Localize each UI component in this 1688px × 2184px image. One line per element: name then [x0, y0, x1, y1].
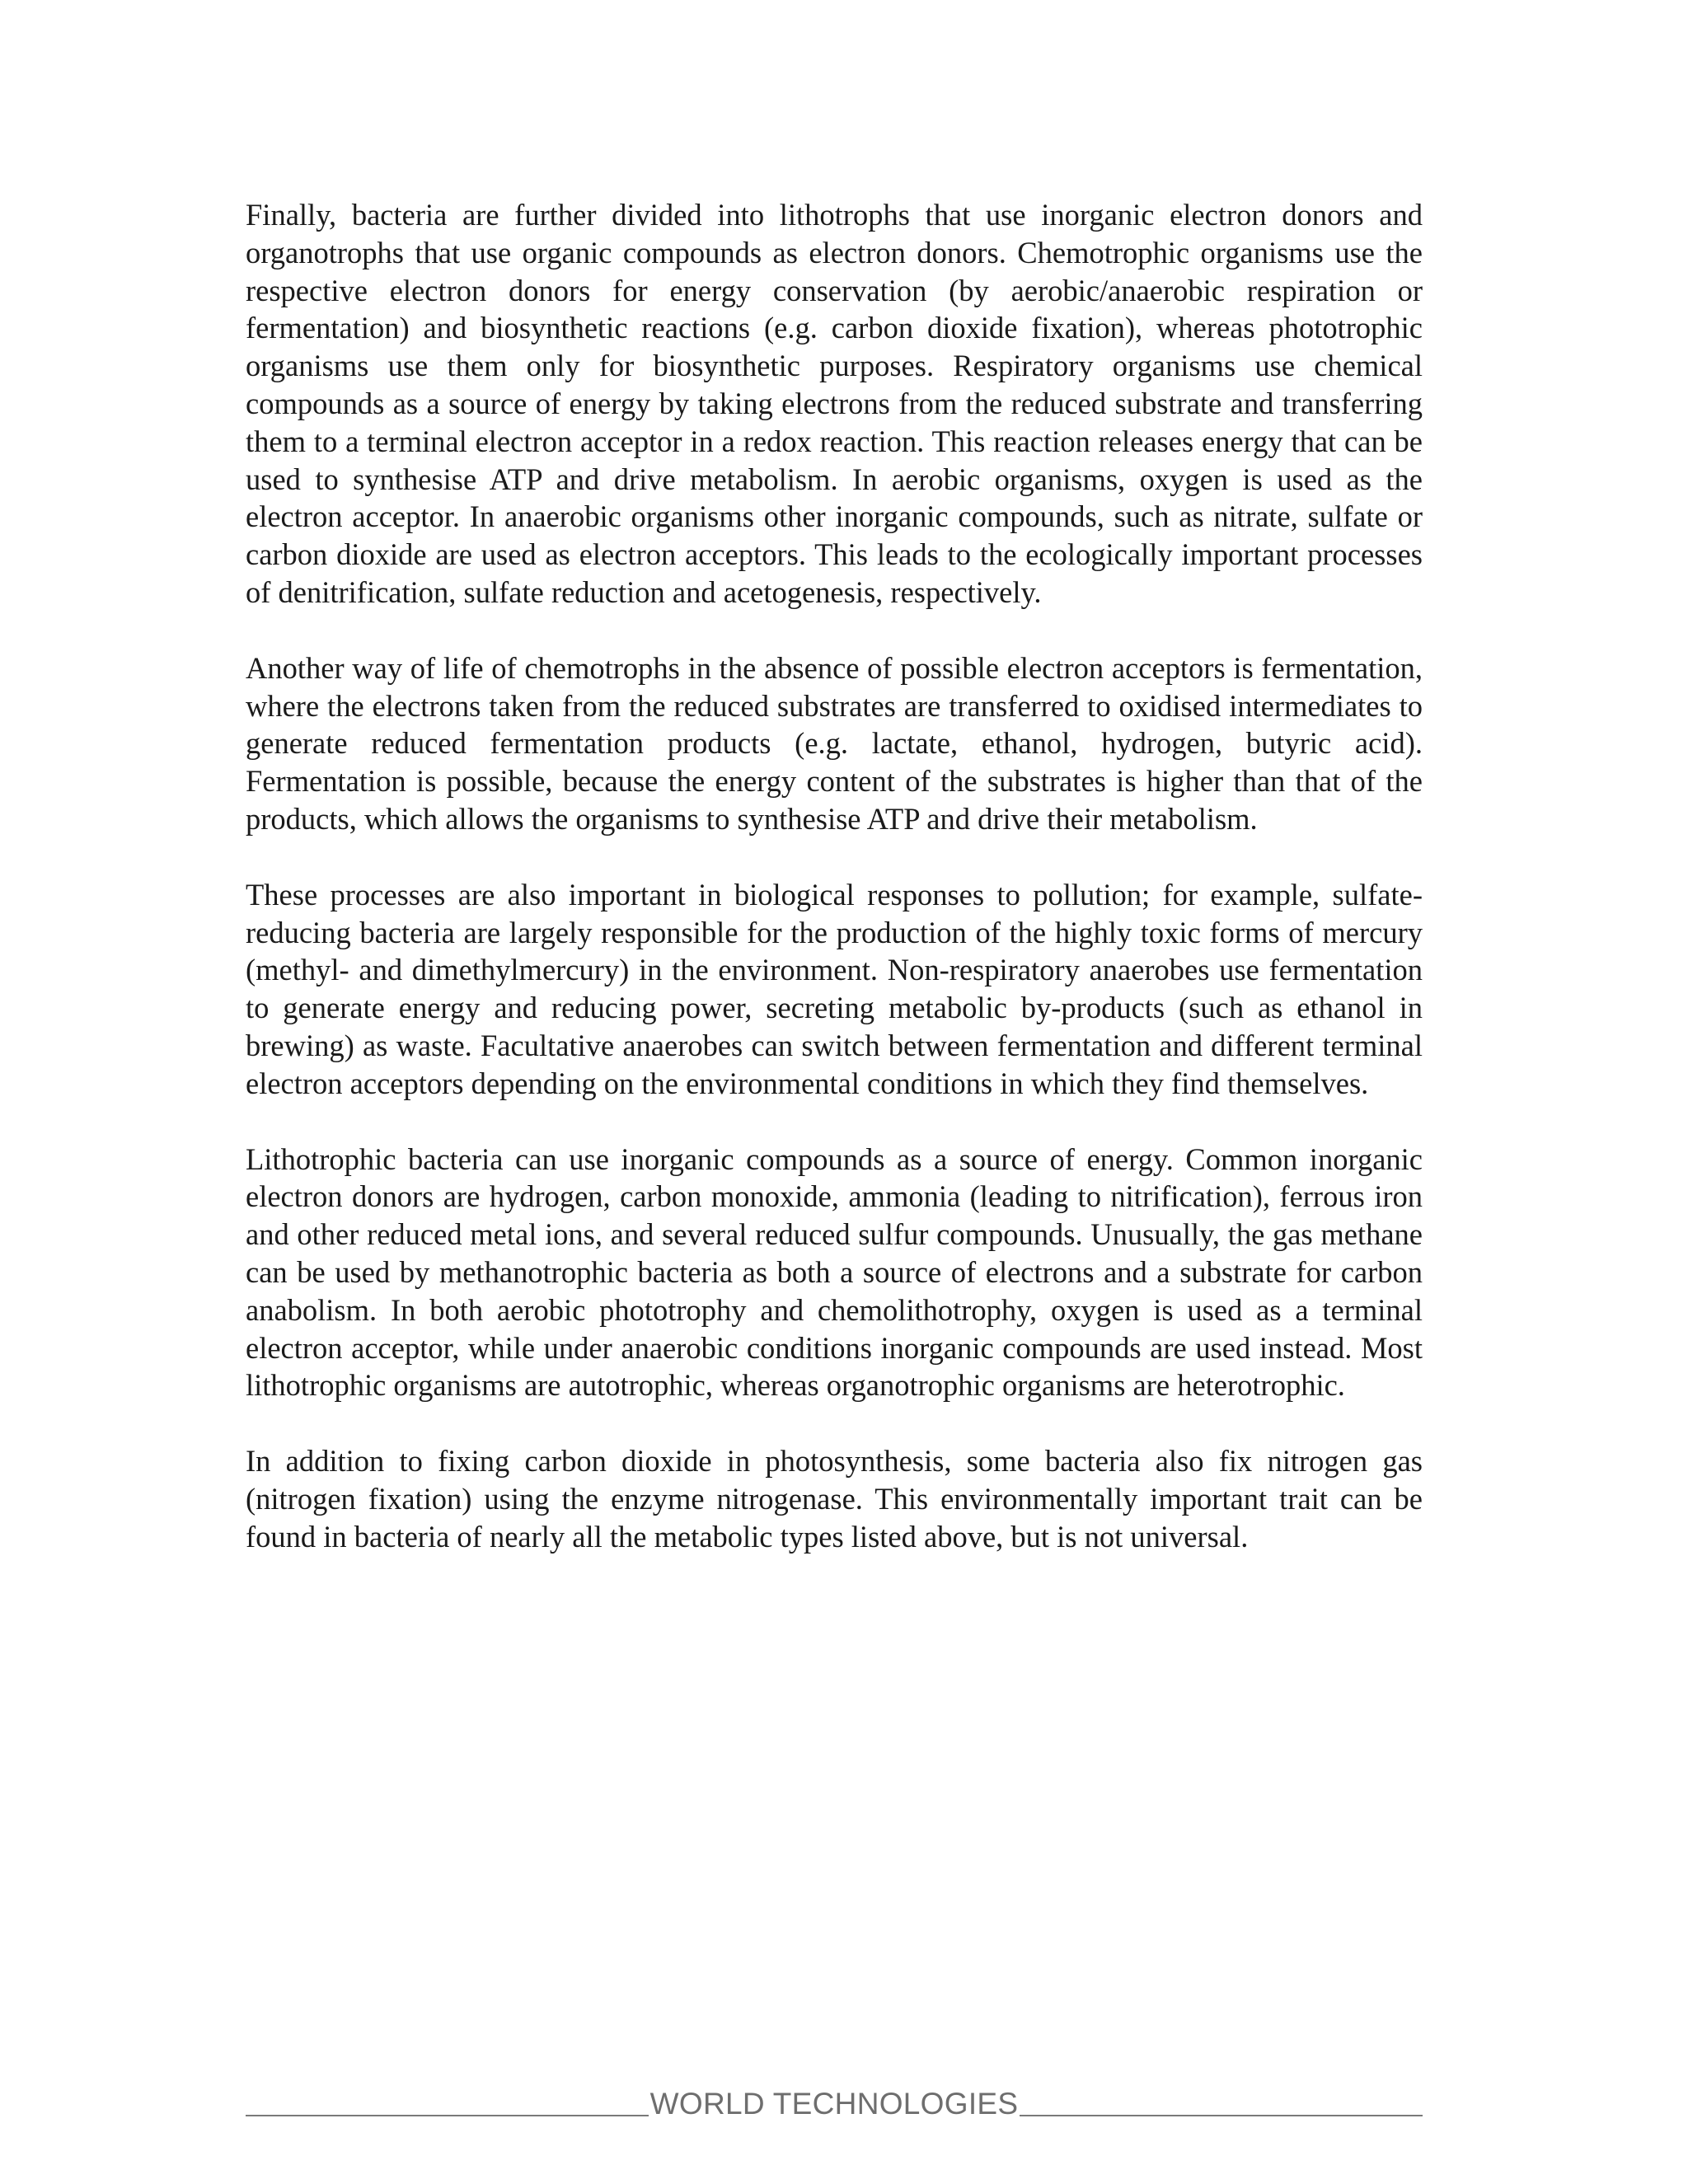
footer-publisher: WORLD TECHNOLOGIES — [649, 2087, 1019, 2121]
paragraph-fermentation: Another way of life of chemotrophs in the absence of possible electron acceptors is fermentation, where the electrons taken from the reduced substrates are transferred to oxidised intermediates to generate reduced fermentation products (e.g. lactate, ethanol, hydrogen, butyric acid). Fermentation is possible, because the energy content of the substrates is higher than that of the products, which allows the organisms to synthesise ATP and drive their metabolism. — [246, 650, 1423, 836]
body-text — [246, 196, 1423, 1594]
paragraph-nitrogen-fixation: In addition to fixing carbon dioxide in photosynthesis, some bacteria also fix nitrogen gas (nitrogen fixation) using the enzyme nitrogenase. This environmentally important trait can be found in bacteria of nearly all the metabolic types listed above, but is not universal. — [246, 1444, 1423, 1554]
paragraph-lithotrophs-organotrophs: Finally, bacteria are further divided into lithotrophs that use inorganic electron donors and organotrophs that use organic compounds as electron donors. Chemotrophic organisms use the respective electron donors for energy conservation (by aerobic/anaerobic respiration or fermentation) and biosynthetic reactions (e.g. carbon dioxide fixation), whereas phototrophic organisms use them only for biosynthetic purposes. Respiratory organisms use chemical compounds as a source of energy by taking electrons from the reduced substrate and transferring them to a terminal electron acceptor in a redox reaction. This reaction releases energy that can be used to synthesise ATP and drive metabolism. In aerobic organisms, oxygen is used as the electron acceptor. In anaerobic organisms other inorganic compounds, such as nitrate, sulfate or carbon dioxide are used as electron acceptors. This leads to the ecologically important processes of denitrification, sulfate reduction and acetogenesis, respectively. — [246, 198, 1423, 609]
footer-rule-left — [246, 2115, 649, 2116]
page-footer — [246, 2080, 1423, 2121]
footer-rule-right — [1020, 2115, 1423, 2116]
paragraph-pollution-responses: These processes are also important in biological responses to pollution; for example, sulfate-reducing bacteria are largely responsible for the production of the highly toxic forms of mercury (methyl- and dimethylmercury) in the environment. Non-respiratory anaerobes use fermentation to generate energy and reducing power, secreting metabolic by-products (such as ethanol in brewing) as waste. Facultative anaerobes can switch between fermentation and different terminal electron acceptors depending on the environmental conditions in which they find themselves. — [246, 877, 1423, 1100]
paragraph-lithotrophic-bacteria: Lithotrophic bacteria can use inorganic compounds as a source of energy. Common inorganic electron donors are hydrogen, carbon monoxide, ammonia (leading to nitrification), ferrous iron and other reduced metal ions, and several reduced sulfur compounds. Unusually, the gas methane can be used by methanotrophic bacteria as both a source of electrons and a substrate for carbon anabolism. In both aerobic phototrophy and chemolithotrophy, oxygen is used as a terminal electron acceptor, while under anaerobic conditions inorganic compounds are used instead. Most lithotrophic organisms are autotrophic, whereas organotrophic organisms are heterotrophic. — [246, 1141, 1423, 1403]
